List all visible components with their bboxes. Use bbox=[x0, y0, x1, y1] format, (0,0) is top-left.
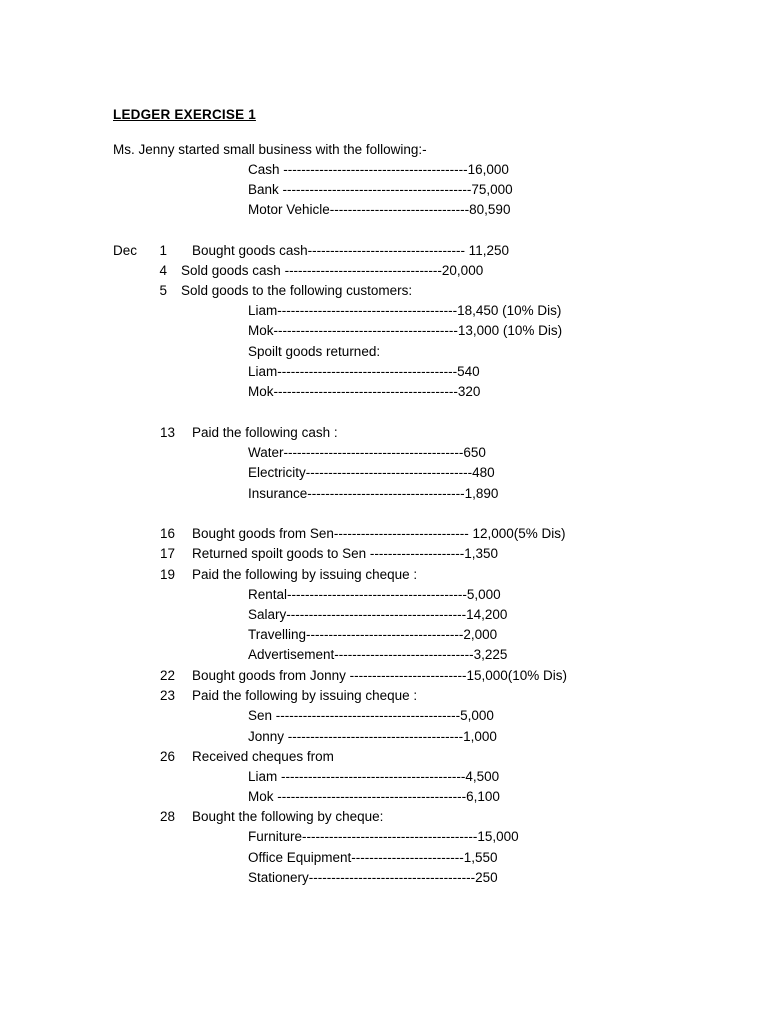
entry-item: Furniture---------------------------------------15,000 bbox=[248, 829, 519, 844]
entry-day: 22 bbox=[159, 668, 175, 683]
entry-text: Paid the following by issuing cheque : bbox=[192, 567, 418, 582]
entry-item: Mok-----------------------------------------13,000 (10% Dis) bbox=[248, 323, 563, 338]
opening-item: Cash -----------------------------------------16,000 bbox=[248, 162, 509, 177]
entry-item: Rental----------------------------------------5,000 bbox=[248, 587, 501, 602]
entry-item: Salary----------------------------------------14,200 bbox=[248, 607, 508, 622]
opening-item: Motor Vehicle-------------------------------80,590 bbox=[248, 202, 511, 217]
entry-day: 1 bbox=[159, 243, 167, 258]
entry-item: Electricity-------------------------------------480 bbox=[248, 465, 495, 480]
entry-text: Bought goods cash----------------------------------- 11,250 bbox=[192, 243, 509, 258]
entry-item: Spoilt goods returned: bbox=[248, 344, 381, 359]
entry-day: 17 bbox=[159, 546, 175, 561]
entry-item: Insurance-----------------------------------1,890 bbox=[248, 486, 499, 501]
entry-day: 26 bbox=[159, 749, 175, 764]
entry-item: Advertisement-------------------------------3,225 bbox=[248, 647, 508, 662]
entry-item: Stationery-------------------------------------250 bbox=[248, 870, 498, 885]
month-label: Dec bbox=[113, 243, 138, 258]
document-title: LEDGER EXERCISE 1 bbox=[113, 107, 256, 122]
entry-item: Liam -----------------------------------------4,500 bbox=[248, 769, 500, 784]
entry-text: Bought goods from Sen------------------------------ 12,000(5% Dis) bbox=[192, 526, 566, 541]
entry-item: Liam----------------------------------------540 bbox=[248, 364, 480, 379]
intro-text: Ms. Jenny started small business with the following:- bbox=[113, 142, 427, 157]
entry-day: 16 bbox=[159, 526, 175, 541]
entry-text: Bought the following by cheque: bbox=[192, 809, 384, 824]
entry-item: Sen -----------------------------------------5,000 bbox=[248, 708, 494, 723]
entry-day: 19 bbox=[159, 567, 175, 582]
entry-day: 23 bbox=[159, 688, 175, 703]
entry-day: 4 bbox=[159, 263, 167, 278]
entry-text: Returned spoilt goods to Sen ---------------------1,350 bbox=[192, 546, 499, 561]
entry-text: Bought goods from Jonny --------------------------15,000(10% Dis) bbox=[192, 668, 568, 683]
entry-day: 28 bbox=[159, 809, 175, 824]
entry-item: Jonny ---------------------------------------1,000 bbox=[248, 729, 497, 744]
opening-item: Bank ------------------------------------------75,000 bbox=[248, 182, 513, 197]
entry-item: Office Equipment-------------------------1,550 bbox=[248, 850, 498, 865]
entry-item: Travelling-----------------------------------2,000 bbox=[248, 627, 498, 642]
entry-item: Water----------------------------------------650 bbox=[248, 445, 486, 460]
entry-text: Sold goods to the following customers: bbox=[181, 283, 413, 298]
entry-text: Sold goods cash -----------------------------------20,000 bbox=[181, 263, 484, 278]
entry-text: Received cheques from bbox=[192, 749, 334, 764]
entry-day: 5 bbox=[159, 283, 167, 298]
entry-item: Mok ------------------------------------------6,100 bbox=[248, 789, 500, 804]
entry-text: Paid the following by issuing cheque : bbox=[192, 688, 418, 703]
entry-text: Paid the following cash : bbox=[192, 425, 338, 440]
entry-day: 13 bbox=[159, 425, 175, 440]
entry-item: Liam----------------------------------------18,450 (10% Dis) bbox=[248, 303, 562, 318]
entry-item: Mok-----------------------------------------320 bbox=[248, 384, 481, 399]
